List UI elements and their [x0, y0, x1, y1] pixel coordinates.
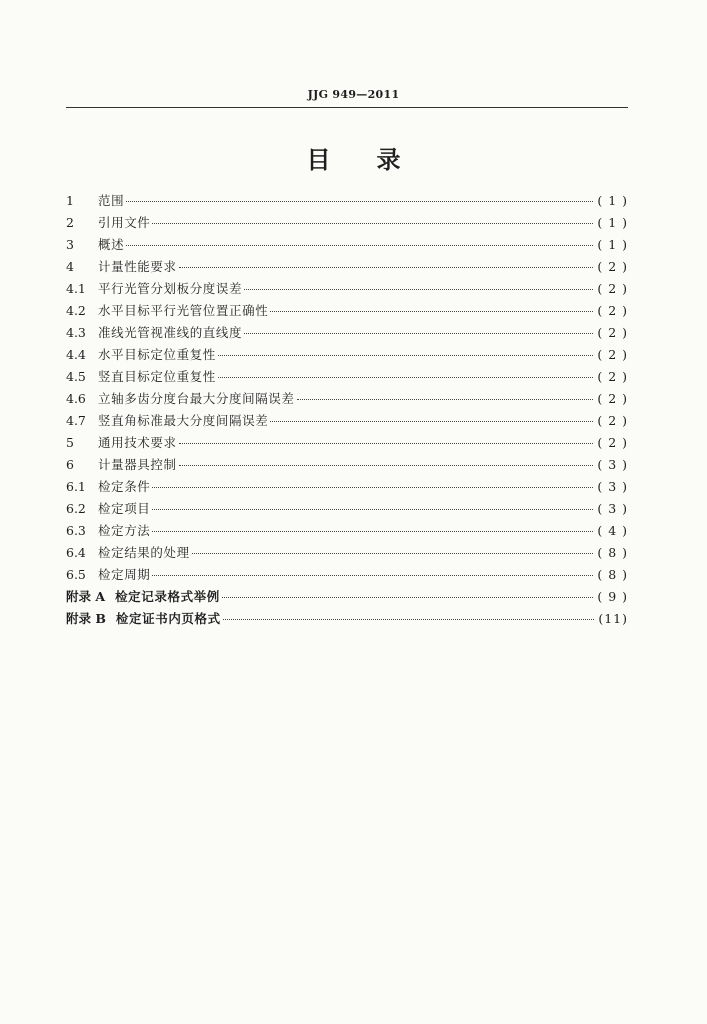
toc-label: 水平目标定位重复性	[98, 347, 216, 362]
toc-page: ( 2 )	[597, 435, 628, 450]
page-title: 目录	[306, 145, 447, 174]
dot-leader	[152, 575, 593, 576]
dot-leader	[152, 509, 593, 510]
toc-number: 6.2	[66, 501, 86, 516]
dot-leader	[126, 245, 593, 246]
toc-label: 计量器具控制	[98, 457, 177, 472]
toc-number: 4.5	[66, 369, 86, 384]
toc-label: 检定项目	[98, 501, 151, 516]
toc-item-6[interactable]	[66, 455, 628, 477]
toc-label: 检定记录格式举例	[115, 589, 220, 604]
toc-label: 范围	[98, 193, 125, 208]
toc-label: 概述	[98, 237, 125, 252]
toc-page: ( 1 )	[597, 193, 628, 208]
toc-label: 通用技术要求	[98, 435, 177, 450]
toc-number: 4.7	[66, 413, 86, 428]
header-rule	[66, 107, 628, 108]
toc-item-3[interactable]	[66, 235, 628, 257]
toc-page: ( 1 )	[597, 237, 628, 252]
toc-page: ( 8 )	[597, 567, 628, 582]
toc-number: 附录 A	[66, 589, 106, 604]
toc-label: 检定条件	[98, 479, 151, 494]
toc-page: ( 9 )	[597, 589, 628, 604]
toc-page: (11)	[598, 611, 628, 626]
table-of-contents	[66, 191, 628, 631]
toc-item-4-1[interactable]	[66, 279, 628, 301]
toc-item-1[interactable]	[66, 191, 628, 213]
dot-leader	[152, 531, 593, 532]
dot-leader	[179, 443, 594, 444]
dot-leader	[270, 421, 593, 422]
toc-page: ( 3 )	[597, 479, 628, 494]
toc-number: 2	[66, 215, 74, 230]
dot-leader	[179, 465, 594, 466]
toc-label: 引用文件	[98, 215, 151, 230]
toc-number: 6.5	[66, 567, 86, 582]
dot-leader	[297, 399, 594, 400]
toc-page: ( 1 )	[597, 215, 628, 230]
toc-item-appendix-a[interactable]	[66, 587, 628, 609]
toc-label: 立轴多齿分度台最大分度间隔误差	[98, 391, 295, 406]
toc-label: 计量性能要求	[98, 259, 177, 274]
toc-item-4-6[interactable]	[66, 389, 628, 411]
dot-leader	[218, 355, 593, 356]
dot-leader	[192, 553, 594, 554]
toc-label: 平行光管分划板分度误差	[98, 281, 243, 296]
toc-number: 5	[66, 435, 74, 450]
page-header: JJG 949—2011	[307, 88, 400, 101]
toc-item-6-4[interactable]	[66, 543, 628, 565]
toc-number: 4.1	[66, 281, 86, 296]
toc-number: 1	[66, 193, 74, 208]
toc-item-6-2[interactable]	[66, 499, 628, 521]
toc-page: ( 2 )	[597, 325, 628, 340]
toc-label: 检定方法	[98, 523, 151, 538]
toc-item-4-3[interactable]	[66, 323, 628, 345]
toc-page: ( 2 )	[597, 281, 628, 296]
toc-label: 检定证书内页格式	[115, 611, 221, 626]
dot-leader	[152, 223, 593, 224]
toc-number: 3	[66, 237, 74, 252]
toc-item-4-4[interactable]	[66, 345, 628, 367]
toc-number: 4	[66, 259, 74, 274]
toc-number: 4.6	[66, 391, 86, 406]
toc-item-5[interactable]	[66, 433, 628, 455]
dot-leader	[126, 201, 593, 202]
toc-label: 竖直角标准最大分度间隔误差	[98, 413, 269, 428]
toc-number: 4.2	[66, 303, 86, 318]
toc-label: 准线光管视准线的直线度	[98, 325, 243, 340]
toc-item-6-1[interactable]	[66, 477, 628, 499]
dot-leader	[270, 311, 593, 312]
toc-label: 检定周期	[98, 567, 151, 582]
toc-item-6-3[interactable]	[66, 521, 628, 543]
dot-leader	[218, 377, 593, 378]
toc-number: 6.3	[66, 523, 86, 538]
toc-page: ( 2 )	[597, 259, 628, 274]
toc-page: ( 4 )	[597, 523, 628, 538]
dot-leader	[179, 267, 594, 268]
toc-item-4-5[interactable]	[66, 367, 628, 389]
dot-leader	[244, 289, 593, 290]
toc-label: 竖直目标定位重复性	[98, 369, 216, 384]
toc-number: 6.4	[66, 545, 86, 560]
toc-number: 4.3	[66, 325, 86, 340]
toc-number: 6.1	[66, 479, 86, 494]
toc-item-4-7[interactable]	[66, 411, 628, 433]
toc-page: ( 2 )	[597, 369, 628, 384]
toc-page: ( 2 )	[597, 303, 628, 318]
toc-page: ( 2 )	[597, 391, 628, 406]
dot-leader	[222, 597, 593, 598]
toc-label: 水平目标平行光管位置正确性	[98, 303, 269, 318]
toc-page: ( 2 )	[597, 413, 628, 428]
dot-leader	[223, 619, 595, 620]
toc-page: ( 3 )	[597, 457, 628, 472]
toc-item-2[interactable]	[66, 213, 628, 235]
toc-item-6-5[interactable]	[66, 565, 628, 587]
toc-item-appendix-b[interactable]	[66, 609, 628, 631]
toc-item-4[interactable]	[66, 257, 628, 279]
dot-leader	[152, 487, 593, 488]
toc-number: 附录 B	[66, 611, 106, 626]
toc-number: 4.4	[66, 347, 86, 362]
dot-leader	[244, 333, 593, 334]
toc-item-4-2[interactable]	[66, 301, 628, 323]
toc-page: ( 8 )	[597, 545, 628, 560]
toc-label: 检定结果的处理	[98, 545, 190, 560]
toc-page: ( 3 )	[597, 501, 628, 516]
toc-number: 6	[66, 457, 74, 472]
toc-page: ( 2 )	[597, 347, 628, 362]
